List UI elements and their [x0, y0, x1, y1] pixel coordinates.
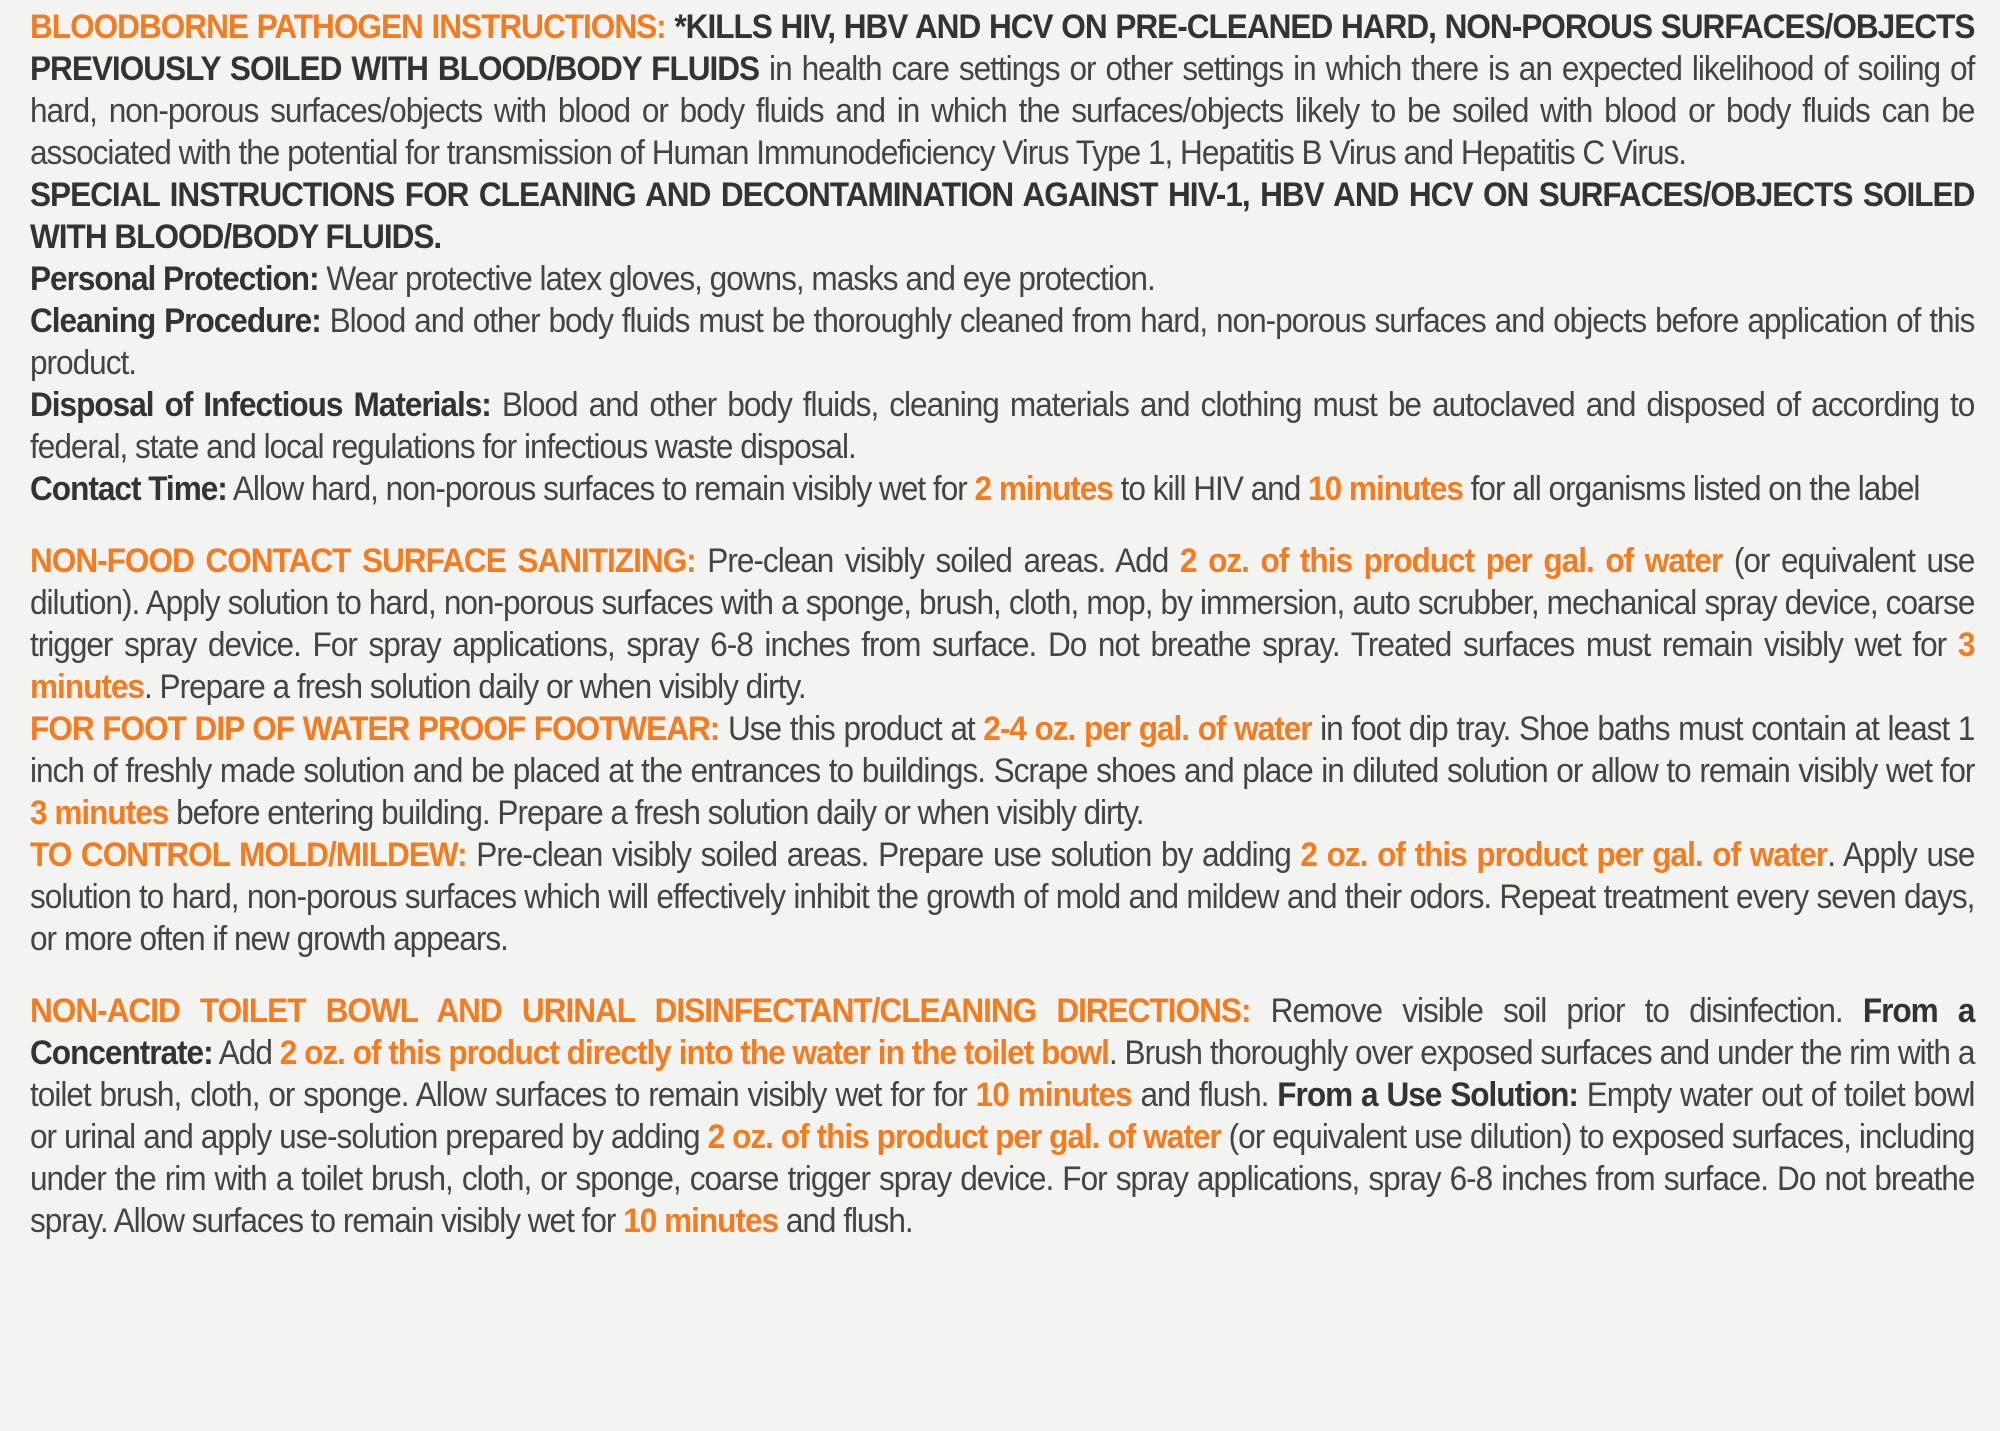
section-disposal [30, 384, 1974, 468]
body-text: Blood and other body fluids must be thoroughly cleaned from hard, non-porous surfaces and objects before application of this product. [30, 302, 1975, 382]
body-text: for all organisms listed on the label [1462, 470, 1920, 508]
body-text: (or equivalent use dilution). Apply solution to hard, non-porous surfaces with a sponge, brush, cloth, mop, by immersion, auto scrubber, mechanical spray device, coarse trigger spray device. For spray applications, spray 6-8 inches from surface. Do not breathe spray. Treated surfaces must remain visibly wet for [30, 542, 1975, 664]
bold-heading: From a Concentrate: [30, 992, 1975, 1072]
body-text: Use this product at [719, 710, 984, 748]
body-text: Blood and other body fluids, cleaning materials and clothing must be autoclaved and disposed of according to federal, state and local regulations for infectious waste disposal. [30, 386, 1975, 466]
body-text: . Brush thoroughly over exposed surfaces and under the rim with a toilet brush, cloth, or sponge. Allow surfaces to remain visibly wet for for [30, 1034, 1975, 1114]
highlight-text: NON-ACID TOILET BOWL AND URINAL DISINFECTANT/CLEANING DIRECTIONS: [30, 992, 1251, 1030]
highlight-text: 2 oz. of this product per gal. of water [1300, 836, 1828, 874]
body-text: . Apply use solution to hard, non-porous surfaces which will effectively inhibit the growth of mold and mildew and their odors. Repeat treatment every seven days, or more often if new growth appears. [30, 836, 1975, 958]
body-text: Pre-clean visibly soiled areas. Prepare use solution by adding [466, 836, 1301, 874]
highlight-text: 2 oz. of this product directly into the water in the toilet bowl [279, 1034, 1109, 1072]
highlight-text: 2 minutes [974, 470, 1113, 508]
bold-heading: *KILLS HIV, HBV AND HCV ON PRE-CLEANED HARD, NON-POROUS SURFACES/OBJECTS PREVIOUSLY SOILED WITH BLOOD/BODY FLUIDS [30, 8, 1975, 88]
bold-heading: Personal Protection: [30, 260, 319, 298]
bold-heading: Disposal of Infectious Materials: [30, 386, 491, 424]
section-personal-protection [30, 258, 1974, 300]
body-text: to kill HIV and [1112, 470, 1309, 508]
product-label-directions [30, 6, 1974, 1242]
body-text: before entering building. Prepare a fresh solution daily or when visibly dirty. [168, 794, 1144, 832]
bold-heading: Contact Time: [30, 470, 227, 508]
body-text: Pre-clean visibly soiled areas. Add [695, 542, 1180, 580]
section-contact-time [30, 468, 1974, 510]
highlight-text: 10 minutes [975, 1076, 1132, 1114]
body-text: (or equivalent use dilution) to exposed surfaces, including under the rim with a toilet brush, cloth, or sponge, coarse trigger spray device. For spray applications, spray 6-8 inches from surface. Do not breathe spray. Allow surfaces to remain visibly wet for [30, 1118, 1975, 1240]
section-toilet-bowl [30, 990, 1974, 1242]
highlight-text: 3 minutes [30, 626, 1975, 706]
section-special-instructions [30, 174, 1974, 258]
highlight-text: FOR FOOT DIP OF WATER PROOF FOOTWEAR: [30, 710, 720, 748]
section-foot-dip [30, 708, 1974, 834]
body-text: and flush. [1131, 1076, 1278, 1114]
body-text: and flush. [778, 1202, 913, 1240]
highlight-text: 3 minutes [30, 794, 169, 832]
bold-heading: Cleaning Procedure: [30, 302, 321, 340]
highlight-text: 10 minutes [1308, 470, 1463, 508]
body-text: in health care settings or other settings in which there is an expected likelihood of soiling of hard, non-porous surfaces/objects with blood or body fluids and in which the surfaces/objects likely to be soiled with blood or body fluids can be associated with the potential for transmission of Human Immunodeficiency Virus Type 1, Hepatitis B Virus and Hepatitis C Virus. [30, 50, 1975, 172]
body-text: Empty water out of toilet bowl or urinal and apply use-solution prepared by adding [30, 1076, 1975, 1156]
highlight-text: 10 minutes [623, 1202, 779, 1240]
body-text: Add [212, 1034, 280, 1072]
bold-heading: From a Use Solution: [1277, 1076, 1578, 1114]
section-bloodborne-heading [30, 6, 1974, 174]
highlight-text: 2 oz. of this product per gal. of water [1179, 542, 1723, 580]
body-text: in foot dip tray. Shoe baths must contain at least 1 inch of freshly made solution and be placed at the entrances to buildings. Scrape shoes and place in diluted solution or allow to remain visibly wet for [30, 710, 1975, 790]
highlight-text: 2-4 oz. per gal. of water [983, 710, 1312, 748]
highlight-text: NON-FOOD CONTACT SURFACE SANITIZING: [30, 542, 696, 580]
body-text: Allow hard, non-porous surfaces to remain visibly wet for [226, 470, 975, 508]
section-cleaning-procedure [30, 300, 1974, 384]
section-mold-mildew [30, 834, 1974, 960]
bold-heading: SPECIAL INSTRUCTIONS FOR CLEANING AND DECONTAMINATION AGAINST HIV-1, HBV AND HCV ON SURFACES/OBJECTS SOILED WITH BLOOD/BODY FLUIDS. [30, 176, 1975, 256]
section-spacer [30, 960, 1974, 990]
section-spacer [30, 510, 1974, 540]
highlight-text: BLOODBORNE PATHOGEN INSTRUCTIONS: [30, 8, 666, 46]
body-text: . Prepare a fresh solution daily or when visibly dirty. [143, 668, 806, 706]
body-text: Remove visible soil prior to disinfection. [1250, 992, 1863, 1030]
highlight-text: TO CONTROL MOLD/MILDEW: [30, 836, 467, 874]
section-non-food-sanitizing [30, 540, 1974, 708]
highlight-text: 2 oz. of this product per gal. of water [707, 1118, 1221, 1156]
body-text: Wear protective latex gloves, gowns, masks and eye protection. [318, 260, 1155, 298]
